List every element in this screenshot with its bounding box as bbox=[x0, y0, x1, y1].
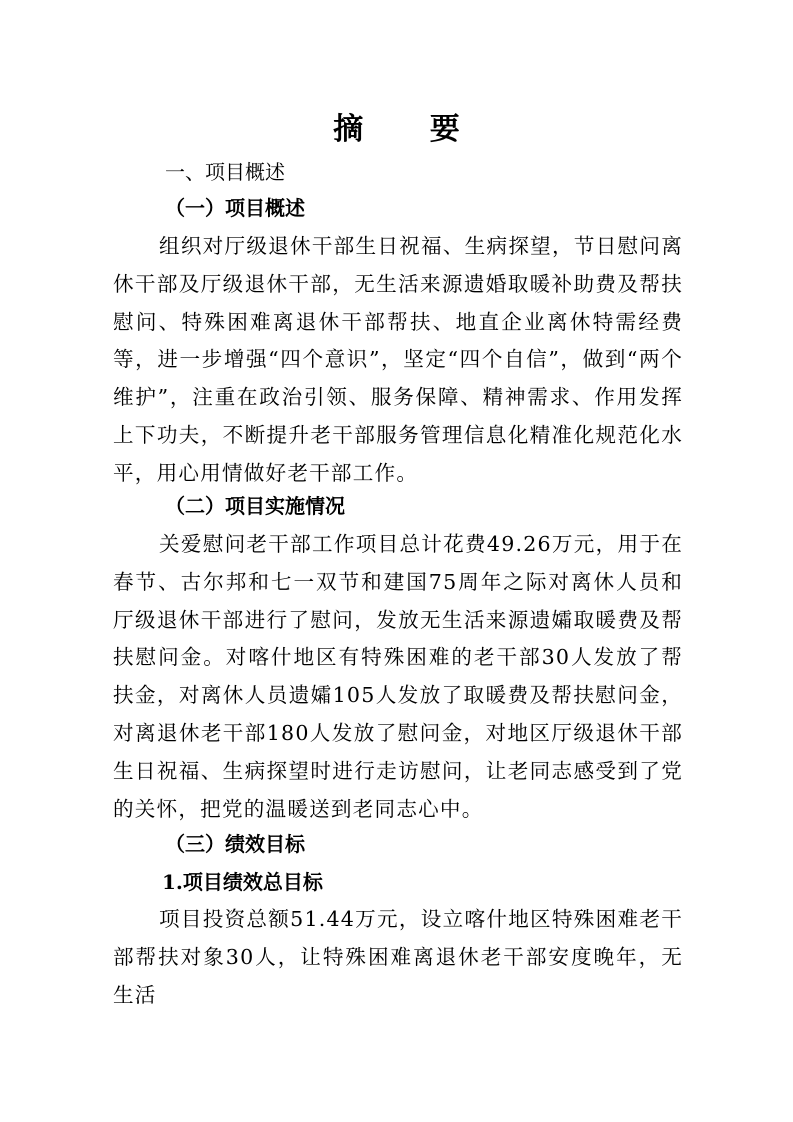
paragraph-overview: 组织对厅级退休干部生日祝福、生病探望，节日慰问离休干部及厅级退休干部，无生活来源遗婚取暖补助费及帮扶慰问、特殊困难离退休干部帮扶、地直企业离休特需经费等，进一步增强“四个意识”，坚定“四个自信”，做到“两个维护”，注重在政治引领、服务保障、精神需求、作用发挥上下功夫，不断提升老干部服务管理信息化精准化规范化水平，用心用情做好老干部工作。 bbox=[113, 234, 683, 485]
subsection-heading-overview: （一）项目概述 bbox=[165, 196, 305, 220]
section-heading-overview: 一、项目概述 bbox=[165, 160, 285, 184]
page-title: 摘 要 bbox=[333, 112, 488, 147]
paragraph-implementation: 关爱慰问老干部工作项目总计花费49.26万元，用于在春节、古尔邦和七一双节和建国75周年之际对离休人员和厅级退休干部进行了慰问，发放无生活来源遗孀取暖费及帮扶慰问金。对喀什地区有特殊困难的老干部30人发放了帮扶金，对离休人员遗孀105人发放了取暖费及帮扶慰问金，对离退休老干部180人发放了慰问金，对地区厅级退休干部生日祝福、生病探望时进行走访慰问，让老同志感受到了党的关怀，把党的温暖送到老同志心中。 bbox=[113, 532, 683, 821]
subsubsection-heading-overall-goal: 1.项目绩效总目标 bbox=[162, 870, 323, 894]
paragraph-overall-goal: 项目投资总额51.44万元，设立喀什地区特殊困难老干部帮扶对象30人，让特殊困难离退休老干部安度晚年，无生活 bbox=[113, 907, 683, 1007]
subsection-heading-performance-goals: （三）绩效目标 bbox=[165, 832, 305, 856]
subsection-heading-implementation: （二）项目实施情况 bbox=[165, 494, 345, 518]
